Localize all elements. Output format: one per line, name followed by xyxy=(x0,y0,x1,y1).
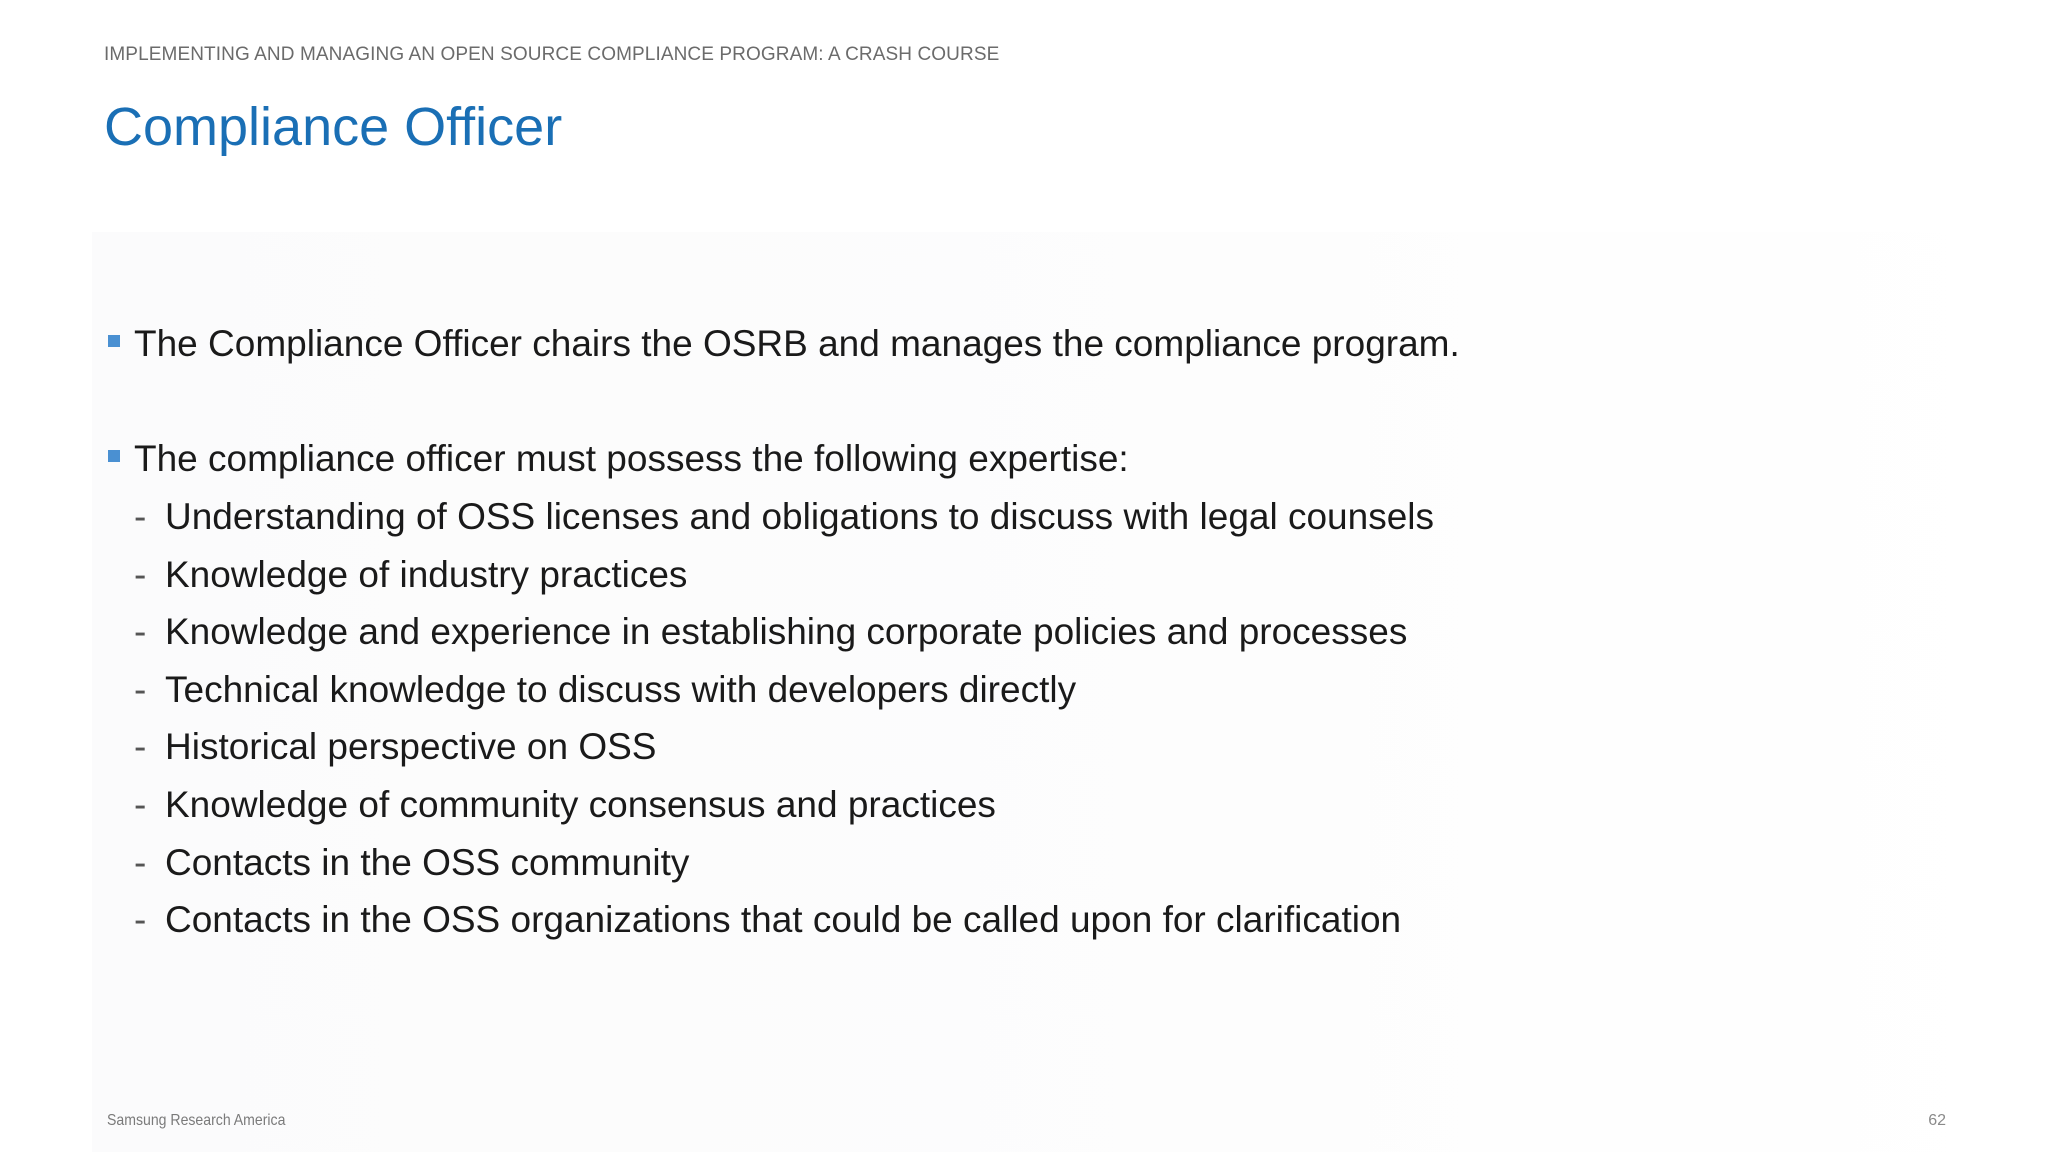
expertise-sub-list xyxy=(134,488,1804,949)
sub-list-item xyxy=(134,718,1804,776)
dash-marker: - xyxy=(134,899,147,941)
sub-list-item xyxy=(134,488,1804,546)
sub-item-text: Knowledge and experience in establishing corporate policies and processes xyxy=(165,611,1408,653)
square-bullet-icon xyxy=(108,450,120,462)
dash-marker: - xyxy=(134,668,147,710)
sub-list-item xyxy=(134,546,1804,604)
course-header: IMPLEMENTING AND MANAGING AN OPEN SOURCE COMPLIANCE PROGRAM: A CRASH COURSE xyxy=(104,44,1000,65)
dash-marker: - xyxy=(134,726,147,768)
dash-marker: - xyxy=(134,496,147,537)
slide-title: Compliance Officer xyxy=(104,97,563,157)
bullet-text: The Compliance Officer chairs the OSRB and manages the compliance program. xyxy=(134,323,1460,364)
square-bullet-icon xyxy=(108,335,120,347)
dash-marker: - xyxy=(134,841,147,883)
sub-list-item xyxy=(134,891,1804,949)
dash-marker: - xyxy=(134,553,147,595)
sub-list-item xyxy=(134,661,1804,719)
dash-marker: - xyxy=(134,783,147,825)
bullet-list xyxy=(104,316,1804,949)
page-number: 62 xyxy=(1928,1112,1946,1129)
sub-item-text: Contacts in the OSS community xyxy=(165,841,690,883)
bullet-text: The compliance officer must possess the following expertise: xyxy=(134,438,1129,479)
sub-list-item xyxy=(134,834,1804,892)
sub-item-text: Historical perspective on OSS xyxy=(165,726,657,768)
sub-item-text: Technical knowledge to discuss with developers directly xyxy=(165,668,1077,710)
sub-list-item xyxy=(134,776,1804,834)
sub-item-text: Knowledge of community consensus and practices xyxy=(165,783,996,825)
bullet-item xyxy=(104,316,1804,372)
bullet-item xyxy=(104,431,1804,949)
sub-item-text: Understanding of OSS licenses and obligations to discuss with legal counsels xyxy=(165,496,1435,537)
sub-item-text: Knowledge of industry practices xyxy=(165,553,688,595)
dash-marker: - xyxy=(134,611,147,653)
sub-list-item xyxy=(134,603,1804,661)
sub-item-text: Contacts in the OSS organizations that could be called upon for clarification xyxy=(165,899,1402,941)
footer-organization: Samsung Research America xyxy=(107,1112,286,1129)
